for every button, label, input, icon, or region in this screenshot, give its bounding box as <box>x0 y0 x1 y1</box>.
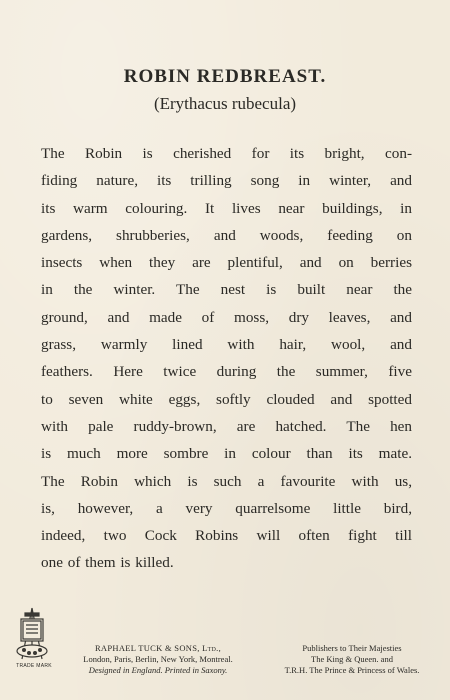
text-line: is much more sombre in colour than its mate. <box>41 445 412 463</box>
royal-warrant-block <box>262 643 442 676</box>
card-subtitle: (Erythacus rubecula) <box>153 94 297 113</box>
text-line: gardens, shrubberies, and woods, feeding on <box>41 226 412 244</box>
publisher-block <box>58 643 258 676</box>
card-title: ROBIN REDBREAST. <box>123 66 327 87</box>
text-line: fiding nature, its trilling song in winter, and <box>41 172 412 190</box>
description-text <box>41 140 412 577</box>
royal-warrant-line: The King & Queen. and <box>311 654 393 664</box>
text-line: The Robin is cherished for its bright, con- <box>41 145 412 162</box>
publisher-name: RAPHAEL TUCK & SONS, Ltd., <box>94 643 222 653</box>
text-line: The Robin which is such a favourite with us, <box>41 472 412 490</box>
trade-mark-label: TRADE MARK <box>16 663 52 669</box>
text-line: grass, warmly lined with hair, wool, and <box>41 336 412 354</box>
text-line: one of them is killed. <box>41 554 174 572</box>
publisher-origin: Designed in England. Printed in Saxony. <box>88 665 228 675</box>
text-line: insects when they are plentiful, and on berries <box>41 254 412 272</box>
publisher-footer <box>0 605 450 695</box>
royal-warrant-line: T.R.H. The Prince & Princess of Wales. <box>284 665 420 675</box>
publisher-cities: London, Paris, Berlin, New York, Montreal. <box>83 654 233 664</box>
text-line: in the winter. The nest is built near the <box>41 281 412 299</box>
text-line: is, however, a very quarrelsome little bird, <box>41 499 412 517</box>
royal-warrant-line: Publishers to Their Majesties <box>302 643 402 653</box>
text-line: feathers. Here twice during the summer, five <box>41 363 412 381</box>
text-line: to seven white eggs, softly clouded and spotted <box>41 390 412 408</box>
text-line: its warm colouring. It lives near buildings, in <box>41 199 412 217</box>
text-line: indeed, two Cock Robins will often fight till <box>41 527 412 545</box>
tuck-easel-palette-logo-icon <box>14 605 50 665</box>
text-line: ground, and made of moss, dry leaves, and <box>41 308 412 326</box>
text-line: with pale ruddy-brown, are hatched. The hen <box>41 417 412 435</box>
